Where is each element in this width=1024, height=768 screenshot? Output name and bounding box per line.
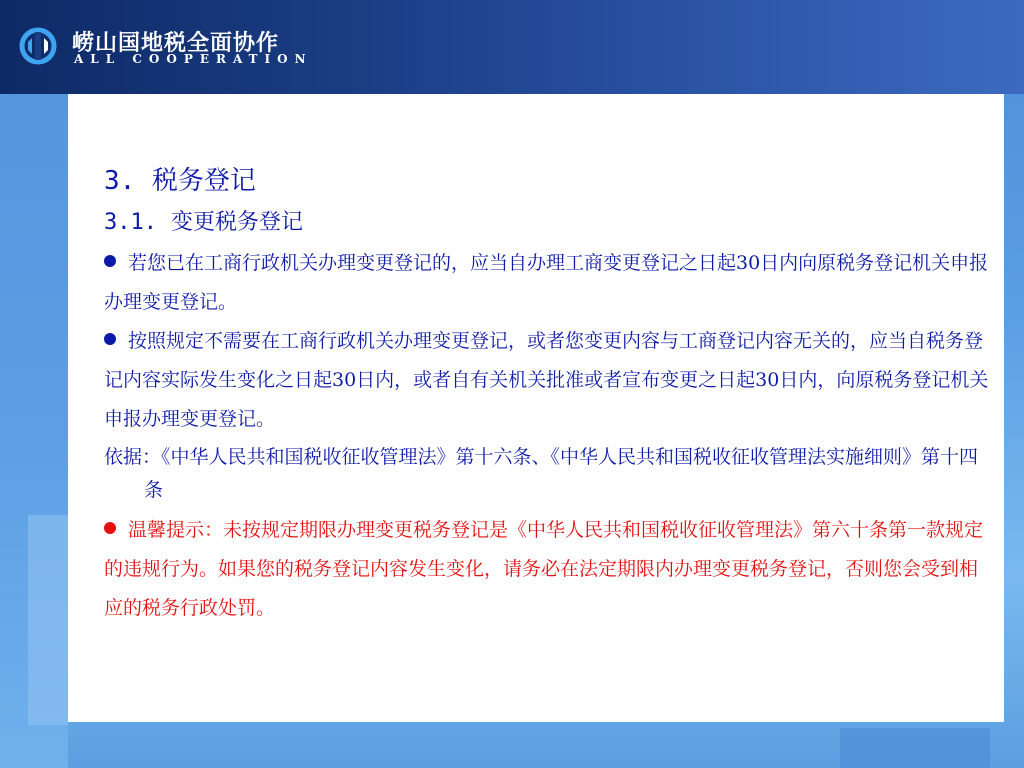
slide-content (104, 160, 994, 628)
subsection-heading: 3.1. 变更税务登记 (104, 210, 303, 235)
legal-basis: 依据：《中华人民共和国税收征收管理法》第十六条、《中华人民共和国税收征收管理法实施细则》第十四条 (104, 446, 979, 501)
bullet-icon (104, 255, 116, 267)
bullet-paragraph: 若您已在工商行政机关办理变更登记的，应当自办理工商变更登记之日起30日内向原税务登记机关申报办理变更登记。 (104, 252, 989, 313)
reminder-paragraph: 温馨提示：未按规定期限办理变更税务登记是《中华人民共和国税收征收管理法》第六十条第一款规定的违规行为。如果您的税务登记内容发生变化，请务必在法定期限内办理变更税务登记，否则您会受到相应的税务行政处罚。 (104, 519, 984, 619)
brand-name-en: ALL COOPERATION (74, 52, 313, 66)
brand-logo-icon (18, 26, 58, 66)
section-heading: 3. 税务登记 (104, 166, 256, 196)
decorative-block (28, 515, 68, 725)
bullet-paragraph: 按照规定不需要在工商行政机关办理变更登记，或者您变更内容与工商登记内容无关的，应当自税务登记内容实际发生变化之日起30日内，或者自有关机关批准或者宣布变更之日起30日内，向原税务登记机关申报办理变更登记。 (104, 330, 989, 430)
header-bar (0, 0, 1024, 94)
decorative-block (840, 728, 990, 768)
bullet-icon (104, 333, 116, 345)
brand-name-cn: 崂山国地税全面协作 (72, 31, 280, 56)
bullet-icon (104, 522, 116, 534)
